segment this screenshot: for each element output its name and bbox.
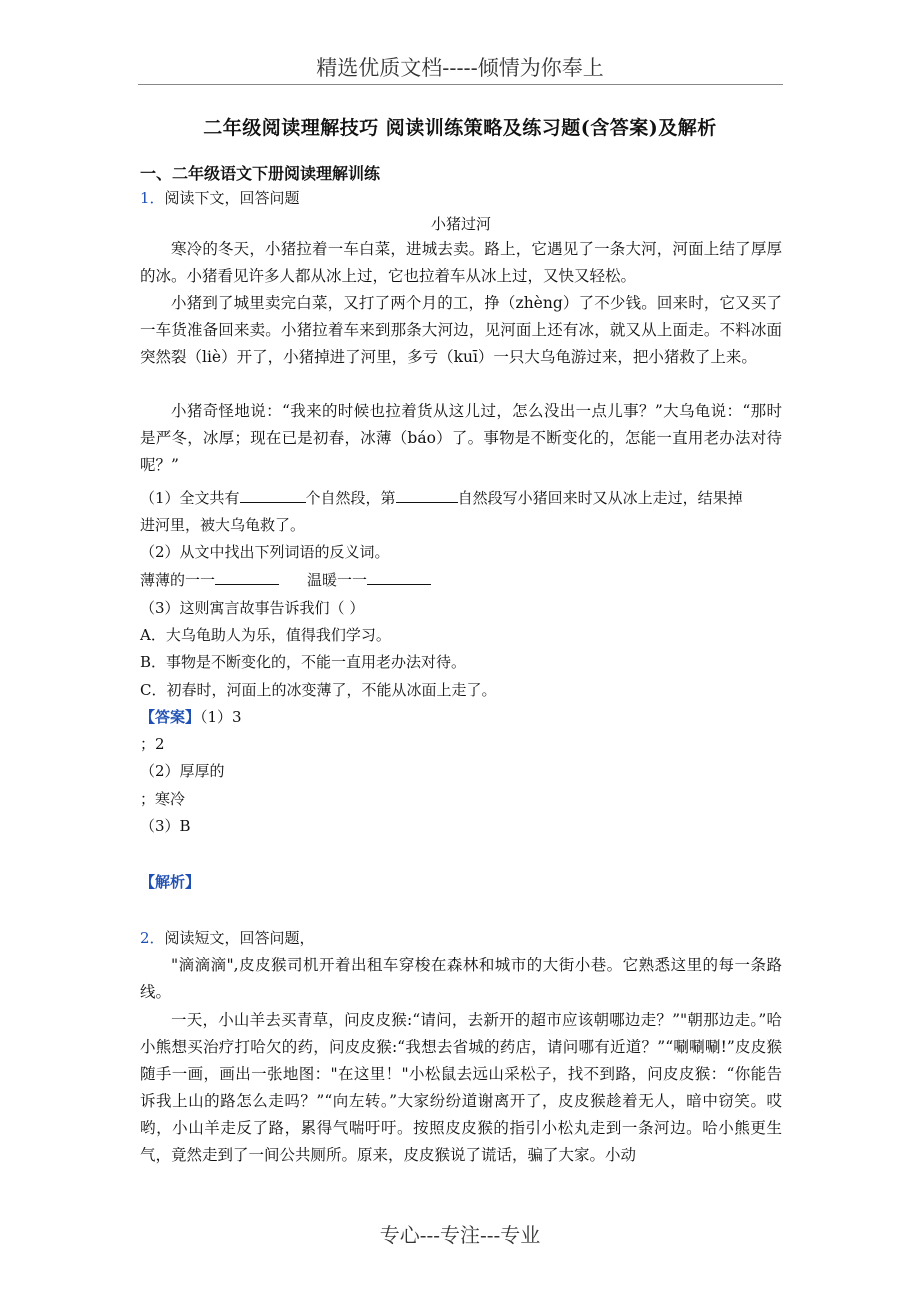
sub-question-text: （1）全文共有 xyxy=(140,489,240,507)
question-prompt: 阅读短文，回答问题， xyxy=(164,929,315,947)
answer-tag: 【答案】 xyxy=(140,708,201,726)
document-title: 二年级阅读理解技巧 阅读训练策略及练习题(含答案)及解析 xyxy=(203,117,717,139)
page-header: 精选优质文档-----倾情为你奉上 xyxy=(316,56,604,80)
story-title: 小猪过河 xyxy=(430,215,491,233)
answer-line: （2）厚厚的 xyxy=(140,762,225,780)
sub-question-3: （3）这则寓言故事告诉我们（ ） xyxy=(140,599,365,617)
option-a: A．大乌龟助人为乐，值得我们学习。 xyxy=(140,626,391,644)
antonym-word: 薄薄的一一 xyxy=(140,571,216,589)
story-paragraph: 寒冷的冬天，小猪拉着一车白菜，进城去卖。路上，它遇见了一条大河，河面上结了厚厚的冰。小猪看见许多人都从冰上过，它也拉着车从冰上过，又快又轻松。 xyxy=(140,240,782,285)
header-divider xyxy=(138,84,783,85)
question-1-heading xyxy=(140,187,300,208)
question-number: 1． xyxy=(140,189,165,207)
story-paragraph: 一天，小山羊去买青草，问皮皮猴:“请问，去新开的超市应该朝哪边走？”"朝那边走。”哈小熊想买治疗打哈欠的药，问皮皮猴:“我想去省城的药店，请问哪有近道？”“唰唰唰!”皮皮猴随手一画，画出一张地图："在这里！"小松鼠去远山采松子，找不到路，问皮皮猴：“你能告诉我上山的路怎么走吗？”“向左转。”大家纷纷道谢离开了，皮皮猴趁着无人，暗中窃笑。哎哟，小山羊走反了路，累得气喘吁吁。按照皮皮猴的指引小松丸走到一条河边。哈小熊更生气，竟然走到了一间公共厕所。原来，皮皮猴说了谎话，骗了大家。小动 xyxy=(140,1011,782,1164)
question-number: 2． xyxy=(140,929,165,947)
sub-question-2: （2）从文中找出下列词语的反义词。 xyxy=(140,543,390,561)
analysis-tag xyxy=(140,871,200,892)
answer-blank[interactable] xyxy=(367,570,431,585)
analysis-label: 【解析】 xyxy=(140,873,201,891)
story-paragraph: 小猪奇怪地说：“我来的时候也拉着货从这儿过，怎么没出一点儿事？”大乌龟说：“那时是严冬，冰厚；现在已是初春，冰薄（báo）了。事物是不断变化的，怎能一直用老办法对待呢？” xyxy=(140,402,782,474)
option-b: B．事物是不断变化的，不能一直用老办法对待。 xyxy=(140,653,467,671)
answer-line: ；寒冷 xyxy=(140,790,186,808)
sub-question-text: 自然段写小猪回来时又从冰上走过，结果掉 xyxy=(457,489,743,507)
answer-blank[interactable] xyxy=(396,488,458,503)
page-footer: 专心---专注---专业 xyxy=(379,1223,541,1247)
sub-question-1-cont: 进河里，被大乌龟救了。 xyxy=(140,516,306,534)
antonym-word: 温暖一一 xyxy=(307,571,368,589)
option-c: C．初春时，河面上的冰变薄了，不能从冰面上走了。 xyxy=(140,681,497,699)
sub-question-text: 个自然段，第 xyxy=(305,489,396,507)
story-paragraph: "滴滴滴",皮皮猴司机开着出租车穿梭在森林和城市的大街小巷。它熟悉这里的每一条路线。 xyxy=(140,956,782,1001)
answer-blank[interactable] xyxy=(215,570,279,585)
answer-blank[interactable] xyxy=(240,488,306,503)
story-paragraph: 小猪到了城里卖完白菜，又打了两个月的工，挣（zhèng）了不少钱。回来时，它又买了一车货准备回来卖。小猪拉着车来到那条大河边，见河面上还有冰，就又从上面走。不料冰面突然裂（liè）开了，小猪掉进了河里，多亏（kuī）一只大乌龟游过来，把小猪救了上来。 xyxy=(140,294,782,366)
antonym-row xyxy=(140,569,431,590)
sub-question-1 xyxy=(140,487,743,508)
answer-line: ；2 xyxy=(140,735,165,753)
answer-line: （3）B xyxy=(140,817,191,835)
section-heading: 一、二年级语文下册阅读理解训练 xyxy=(140,164,381,183)
answer-row xyxy=(140,706,242,727)
answer-line: （1）3 xyxy=(200,708,242,726)
question-2-heading xyxy=(140,927,315,948)
question-prompt: 阅读下文，回答问题 xyxy=(164,189,300,207)
